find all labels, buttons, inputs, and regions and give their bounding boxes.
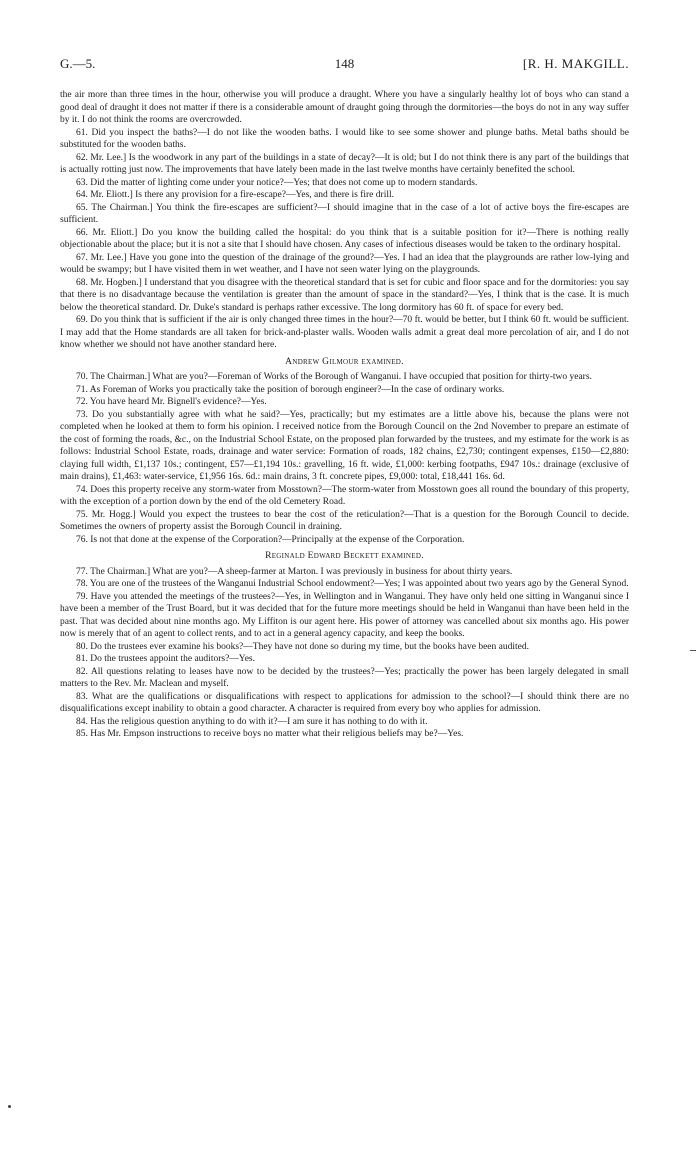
paragraph: 84. Has the religious question anything to do with it?—I am sure it has nothing to do with it. xyxy=(76,716,428,727)
paragraph: 67. Mr. Lee.] Have you gone into the question of the drainage of the ground?—Yes. I had an idea that the playgrounds are rather low-lying and would be swampy; but I have visited them in wet weather, and I have not seen water lying on the playgrounds. xyxy=(60,252,629,275)
paragraph: 85. Has Mr. Empson instructions to receive boys no matter what their religious beliefs may be?—Yes. xyxy=(76,729,464,739)
paragraph: 73. Do you substantially agree with what he said?—Yes, practically; but my estimates are a little above his, because the plans were not completed when he looked at them to form his opinion. I received notice from the Borough Council on the 2nd November to prepare an estimate of the cost of forming the roads, &c., on the Industrial School Estate, on the proposed plan forwarded by the trustees, and my estimate for the work is as follows: Industrial School Estate, roads, drainage and water service: Formation of roads, 182 chains, £2,730; contingent expenses, £150—£2,880: claying full width, £1,137 10s.; contingent, £57—£1,194 10s.: gravelling, 16 ft. wide, £1,000: kerbing footpaths, £947 10s.: drainage (exclusive of main drains), £1,463: water-service, £1,956 16s. 6d.: main drains, 3 ft. concrete pipes, £9,000: total, £18,441 16s. 6d. xyxy=(60,409,629,482)
paragraph: 79. Have you attended the meetings of the trustees?—Yes, in Wellington and in Wanganui. They have only held one sitting in Wanganui since I have been a member of the Trust Board, but it was decided that for the future more meetings should be held in Wanganui than have been held in the past. That was decided about nine months ago. My Liffiton is our agent here. His power of attorney was cancelled about six months ago. His power now is merely that of an agent to collect rents, and to act in a general agency capacity, and keep the books. xyxy=(60,591,629,639)
witness-name-header: [R. H. MAKGILL. xyxy=(522,56,629,71)
paragraph: 81. Do the trustees appoint the auditors?—Yes. xyxy=(76,654,255,664)
paragraph: 72. You have heard Mr. Bignell's evidence?—Yes. xyxy=(76,397,267,407)
paragraph: 61. Did you inspect the baths?—I do not like the wooden baths. I would like to see some shower and plunge baths. Metal baths should be substituted for the wooden baths. xyxy=(60,127,629,150)
margin-dot xyxy=(8,1105,11,1108)
paragraph: 63. Did the matter of lighting come under your notice?—Yes; that does not come up to modern standards. xyxy=(76,177,478,188)
paragraph: 68. Mr. Hogben.] I understand that you disagree with the theoretical standard that is set for cubic and floor space and for the dormitories: you say that there is no disadvantage because the ventilation is greater than the amount of space in the standard?—Yes, I think that is the case. It is much below the theoretical standard. Dr. Duke's standard is perhaps rather excessive. The long dormitory has 60 ft. of space for every bed. xyxy=(60,277,629,313)
paragraph: the air more than three times in the hour, otherwise you will produce a draught. Where you have a singularly healthy lot of boys who can stand a good deal of draught it does not matter if there is a considerable amount of draught going through the dormitories—the boys do not in any way suffer by it. I do not think the rooms are overcrowded. xyxy=(60,90,629,125)
margin-mark xyxy=(690,650,696,651)
section-heading: Andrew Gilmour examined. xyxy=(285,356,404,367)
paragraph: 76. Is not that done at the expense of the Corporation?—Principally at the expense of the Corporation. xyxy=(76,534,465,545)
paragraph: 77. The Chairman.] What are you?—A sheep-farmer at Marton. I was previously in business for about thirty years. xyxy=(76,566,513,577)
document-body xyxy=(60,89,629,741)
paragraph: 64. Mr. Eliott.] Is there any provision for a fire-escape?—Yes, and there is fire drill. xyxy=(76,190,394,200)
section-heading: Reginald Edward Beckett examined. xyxy=(265,551,424,561)
paragraph: 83. What are the qualifications or disqualifications with respect to applications for admission to the school?—I should think there are no disqualifications except inability to obtain a good character. A character is required from every boy who applies for admission. xyxy=(60,691,629,714)
paragraph: 80. Do the trustees ever examine his books?—They have not done so during my time, but the books have been audited. xyxy=(76,641,529,652)
page-number: 148 xyxy=(334,56,355,71)
document-code: G.—5. xyxy=(60,56,96,71)
paragraph: 66. Mr. Eliott.] Do you know the building called the hospital: do you think that is a suitable position for it?—There is nothing really objectionable about the place; but it is not a site that I should have chosen. Any cases of infectious diseases would be taken to the ordinary hospital. xyxy=(60,227,629,250)
paragraph: 74. Does this property receive any storm-water from Mosstown?—The storm-water from Mosstown goes all round the boundary of this property, with the exception of a portion down by the end of the old Cemetery Road. xyxy=(60,484,629,507)
paragraph: 65. The Chairman.] You think the fire-escapes are sufficient?—I should imagine that in the case of a lot of active boys the fire-escapes are sufficient. xyxy=(60,202,629,225)
paragraph: 62. Mr. Lee.] Is the woodwork in any part of the buildings in a state of decay?—It is old; but I do not think there is any part of the buildings that is actually rotting just now. The improvements that have lately been made in the last twelve months have certainly benefited the school. xyxy=(60,152,629,175)
page-header xyxy=(60,56,629,72)
paragraph: 69. Do you think that is sufficient if the air is only changed three times in the hour?—70 ft. would be better, but I think 60 ft. would be sufficient. I may add that the Home standards are all taken for brick-and-plaster walls. Wooden walls admit a great deal more percolation of air, and I do not know whether we should not have another standard here. xyxy=(60,315,629,350)
paragraph: 82. All questions relating to leases have now to be decided by the trustees?—Yes; practically the power has been largely delegated in small matters to the Rev. Mr. Maclean and myself. xyxy=(60,666,629,689)
paragraph: 78. You are one of the trustees of the Wanganui Industrial School endowment?—Yes; I was appointed about two years ago by the General Synod. xyxy=(76,579,629,589)
paragraph: 70. The Chairman.] What are you?—Foreman of Works of the Borough of Wanganui. I have occupied that position for thirty-two years. xyxy=(76,372,592,382)
paragraph: 71. As Foreman of Works you practically take the position of borough engineer?—In the case of ordinary works. xyxy=(76,384,505,395)
paragraph: 75. Mr. Hogg.] Would you expect the trustees to bear the cost of the reticulation?—That is a question for the Borough Council to decide. Sometimes the owners of property assist the Borough Council in draining. xyxy=(60,509,629,532)
